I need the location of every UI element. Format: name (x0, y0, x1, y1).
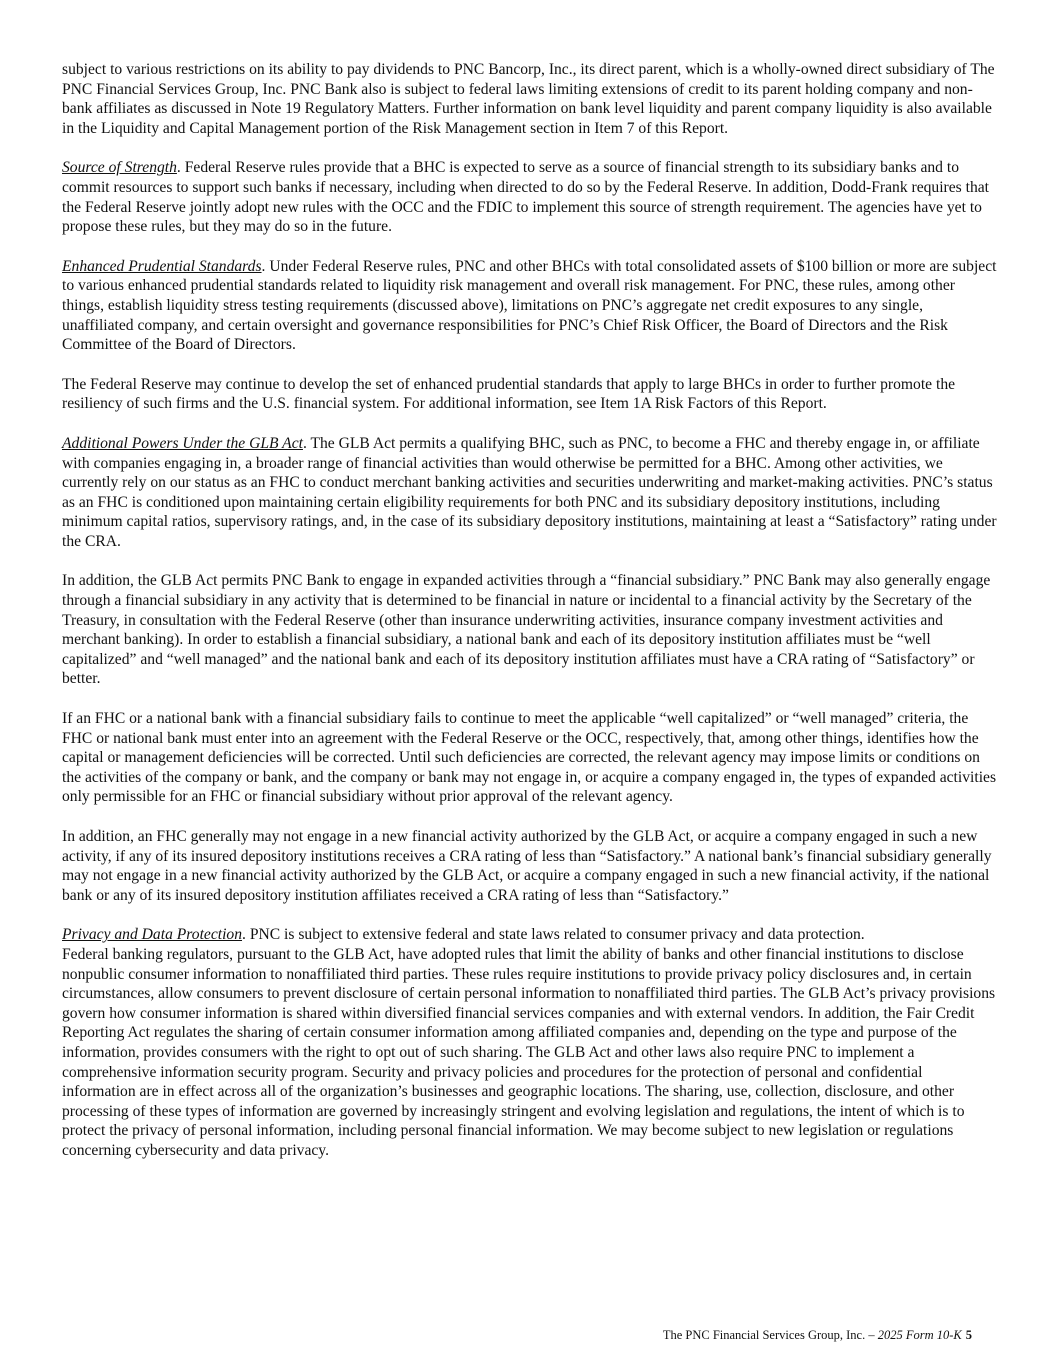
heading-enhanced-prudential-punct: . (261, 257, 266, 275)
enhanced-prudential-text: Under Federal Reserve rules, PNC and other BHCs with total consolidated assets of $100 billion or more are subject to various enhanced prudential standards related to liquidity risk management and overall risk management. For PNC, these rules, among other things, establish liquidity stress testing requirements (discussed above), limitations on PNC’s aggregate net credit exposures to any single, unaffiliated company, and certain oversight and governance responsibilities for PNC’s Chief Risk Officer, the Board of Directors and the Risk Committee of the Board of Directors. (62, 257, 997, 354)
footer-company: The PNC Financial Services Group, Inc. – (662, 1328, 878, 1342)
heading-privacy: Privacy and Data Protection (62, 926, 243, 944)
paragraph-fhc-deficiencies: If an FHC or a national bank with a financial subsidiary fails to continue to meet the applicable “well capitalized” or “well managed” criteria, the FHC or national bank must enter into an agreement with the Federal Reserve or the OCC, respectively, that, among other things, identifies how the capital or management deficiencies will be corrected. Until such deficiencies are corrected, the relevant agency may impose limits or conditions on the activities of the company or bank, and the company or bank may not engage in, or acquire a company engaged in, the types of expanded activities only permissible for an FHC or financial subsidiary without prior approval of the relevant agency. (62, 710, 997, 806)
paragraph-dividend-restrictions: subject to various restrictions on its ability to pay dividends to PNC Bancorp, Inc., its direct parent, which is a wholly-owned direct subsidiary of The PNC Financial Services Group, Inc. PNC Bank also is subject to federal laws limiting extensions of credit to its parent holding company and non-bank affiliates as discussed in Note 19 Regulatory Matters. Further information on bank level liquidity and parent company liquidity is also available in the Liquidity and Capital Management portion of the Risk Management section in Item 7 of this Report. (62, 61, 995, 137)
heading-source-of-strength-punct: . (176, 159, 181, 177)
paragraph-enhanced-prudential (62, 257, 997, 355)
paragraph-financial-subsidiary: In addition, the GLB Act permits PNC Bank to engage in expanded activities through a “financial subsidiary.” PNC Bank may also generally engage through a financial subsidiary in any activity that is determined to be financial in nature or incidental to a financial activity by the Secretary of the Treasury, in consultation with the Federal Reserve (other than insurance underwriting activities, insurance company investment activities and merchant banking). In order to establish a financial subsidiary, a national bank and each of its depository institution affiliates must be “well capitalized” and “well managed” and the national bank and each of its depository institution affiliates must have a CRA rating of “Satisfactory” or better. (62, 572, 991, 688)
paragraph-federal-reserve-standards: The Federal Reserve may continue to develop the set of enhanced prudential standards that apply to large BHCs in order to further promote the resiliency of such firms and the U.S. financial system. For additional information, see Item 1A Risk Factors of this Report. (62, 375, 956, 413)
heading-enhanced-prudential: Enhanced Prudential Standards (62, 257, 262, 275)
paragraph-glb-powers (62, 434, 997, 552)
page-footer (663, 1327, 972, 1343)
paragraph-privacy-body: Federal banking regulators, pursuant to the GLB Act, have adopted rules that limit the ability of banks and other financial institutions to disclose nonpublic consumer information to nonaffiliated third parties. These rules require institutions to provide privacy policy disclosures and, in certain circumstances, allow consumers to prevent disclosure of certain personal information to nonaffiliated third parties. The GLB Act’s privacy provisions govern how consumer information is shared within diversified financial services companies and with external vendors. In addition, the Fair Credit Reporting Act regulates the sharing of certain consumer information among affiliated companies and, depending on the type and purpose of the information, provides consumers with the right to opt out of such sharing. The GLB Act and other laws also require PNC to implement a comprehensive information security program. Security and privacy policies and procedures for the protection of personal and confidential information are in effect across all of the organization’s businesses and geographic locations. The sharing, use, collection, disclosure, and other processing of these types of information are governed by increasingly stringent and evolving legislation and regulations, the intent of which is to protect the privacy of personal information, including personal financial information. We may become subject to new legislation or regulations concerning cybersecurity and data privacy. (62, 945, 996, 1159)
document-body (62, 60, 997, 1161)
heading-glb-powers: Additional Powers Under the GLB Act (62, 434, 303, 452)
footer-form-label: 2025 Form 10-K (877, 1328, 962, 1342)
privacy-lead-text: . PNC is subject to extensive federal and state laws related to consumer privacy and data protection. (242, 926, 865, 944)
heading-source-of-strength: Source of Strength (62, 159, 177, 177)
source-of-strength-text: Federal Reserve rules provide that a BHC is expected to serve as a source of financial strength to its subsidiary banks and to commit resources to support such banks if necessary, including when directed to do so by the Federal Reserve. In addition, Dodd-Frank requires that the Federal Reserve jointly adopt new rules with the OCC and the FDIC to implement this source of strength requirement. The agencies have yet to propose these rules, but they may do so in the future. (62, 159, 990, 236)
paragraph-source-of-strength (62, 158, 997, 236)
paragraph-fhc-cra-rating: In addition, an FHC generally may not engage in a new financial activity authorized by the GLB Act, or acquire a company engaged in such a new activity, if any of its insured depository institutions receives a CRA rating of less than “Satisfactory.” A national bank’s financial subsidiary generally may not engage in a new financial activity authorized by the GLB Act, or acquire a company engaged in such a new financial activity, if the national bank or any of its insured depository institution affiliates received a CRA rating of less than “Satisfactory.” (62, 828, 992, 904)
paragraph-privacy-lead (62, 925, 997, 945)
page-number: 5 (965, 1328, 972, 1342)
glb-powers-text: . The GLB Act permits a qualifying BHC, such as PNC, to become a FHC and thereby engage in, or affiliate with companies engaging in, a broader range of financial activities than would otherwise be permitted for a BHC. Among other activities, we currently rely on our status as an FHC to conduct merchant banking activities and securities underwriting and market-making activities. PNC’s status as an FHC is conditioned upon maintaining certain eligibility requirements for both PNC and its subsidiary depository institutions, including minimum capital ratios, supervisory ratings, and, in the case of its subsidiary depository institutions, maintaining at least a “Satisfactory” rating under the CRA. (62, 434, 997, 550)
